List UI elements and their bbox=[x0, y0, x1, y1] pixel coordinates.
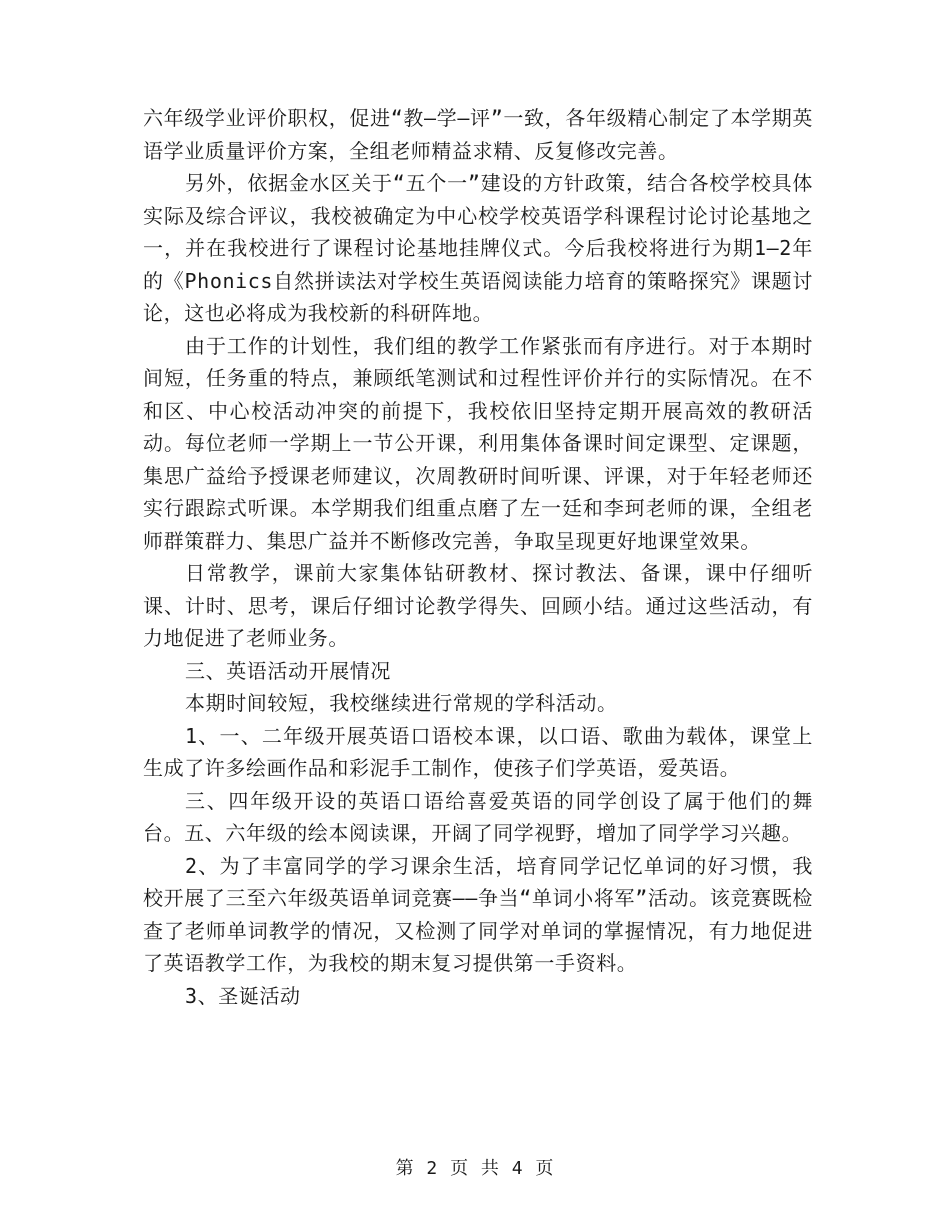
paragraph: 由于工作的计划性，我们组的教学工作紧张而有序进行。对于本期时间短，任务重的特点，兼顾纸笔测试和过程性评价并行的实际情况。在不和区、中心校活动冲突的前提下，我校依旧坚持定期开展高效的教研活动。每位老师一学期上一节公开课，利用集体备课时间定课型、定课题，集思广益给予授课老师建议，次周教研时间听课、评课，对于年轻老师还实行跟踪式听课。本学期我们组重点磨了左一廷和李珂老师的课，全组老师群策群力、集思广益并不断修改完善，争取呈现更好地课堂效果。 bbox=[143, 333, 813, 553]
section-heading: 三、英语活动开展情况 bbox=[185, 658, 391, 683]
paragraph: 三、四年级开设的英语口语给喜爱英语的同学创设了属于他们的舞台。五、六年级的绘本阅读课，开阔了同学视野，增加了同学学习兴趣。 bbox=[143, 788, 813, 845]
paragraph: 六年级学业评价职权，促进“教—学—评”一致，各年级精心制定了本学期英语学业质量评价方案，全组老师精益求精、反复修改完善。 bbox=[143, 106, 813, 163]
page-footer: 第 2 页 共 4 页 bbox=[395, 1158, 555, 1179]
paragraph: 2、为了丰富同学的学习课余生活，培育同学记忆单词的好习惯，我校开展了三至六年级英语单词竞赛——争当“单词小将军”活动。该竞赛既检查了老师单词教学的情况，又检测了同学对单词的掌握情况，有力地促进了英语教学工作，为我校的期末复习提供第一手资料。 bbox=[143, 853, 813, 975]
paragraph: 日常教学，课前大家集体钻研教材、探讨教法、备课，课中仔细听课、计时、思考，课后仔细讨论教学得失、回顾小结。通过这些活动，有力地促进了老师业务。 bbox=[143, 561, 813, 650]
paragraph: 本期时间较短，我校继续进行常规的学科活动。 bbox=[185, 691, 618, 715]
paragraph: 1、一、二年级开展英语口语校本课，以口语、歌曲为载体，课堂上生成了许多绘画作品和彩泥手工制作，使孩子们学英语，爱英语。 bbox=[143, 723, 813, 780]
paragraph: 另外，依据金水区关于“五个一”建设的方针政策，结合各校学校具体实际及综合评议，我校被确定为中心校学校英语学科课程讨论讨论基地之一，并在我校进行了课程讨论基地挂牌仪式。今后我校将进行为期1—2年的《Phonics自然拼读法对学校生英语阅读能力培育的策略探究》课题讨论，这也必将成为我校新的科研阵地。 bbox=[143, 171, 813, 325]
document-body bbox=[143, 102, 813, 1012]
paragraph: 3、圣诞活动 bbox=[185, 983, 301, 1008]
